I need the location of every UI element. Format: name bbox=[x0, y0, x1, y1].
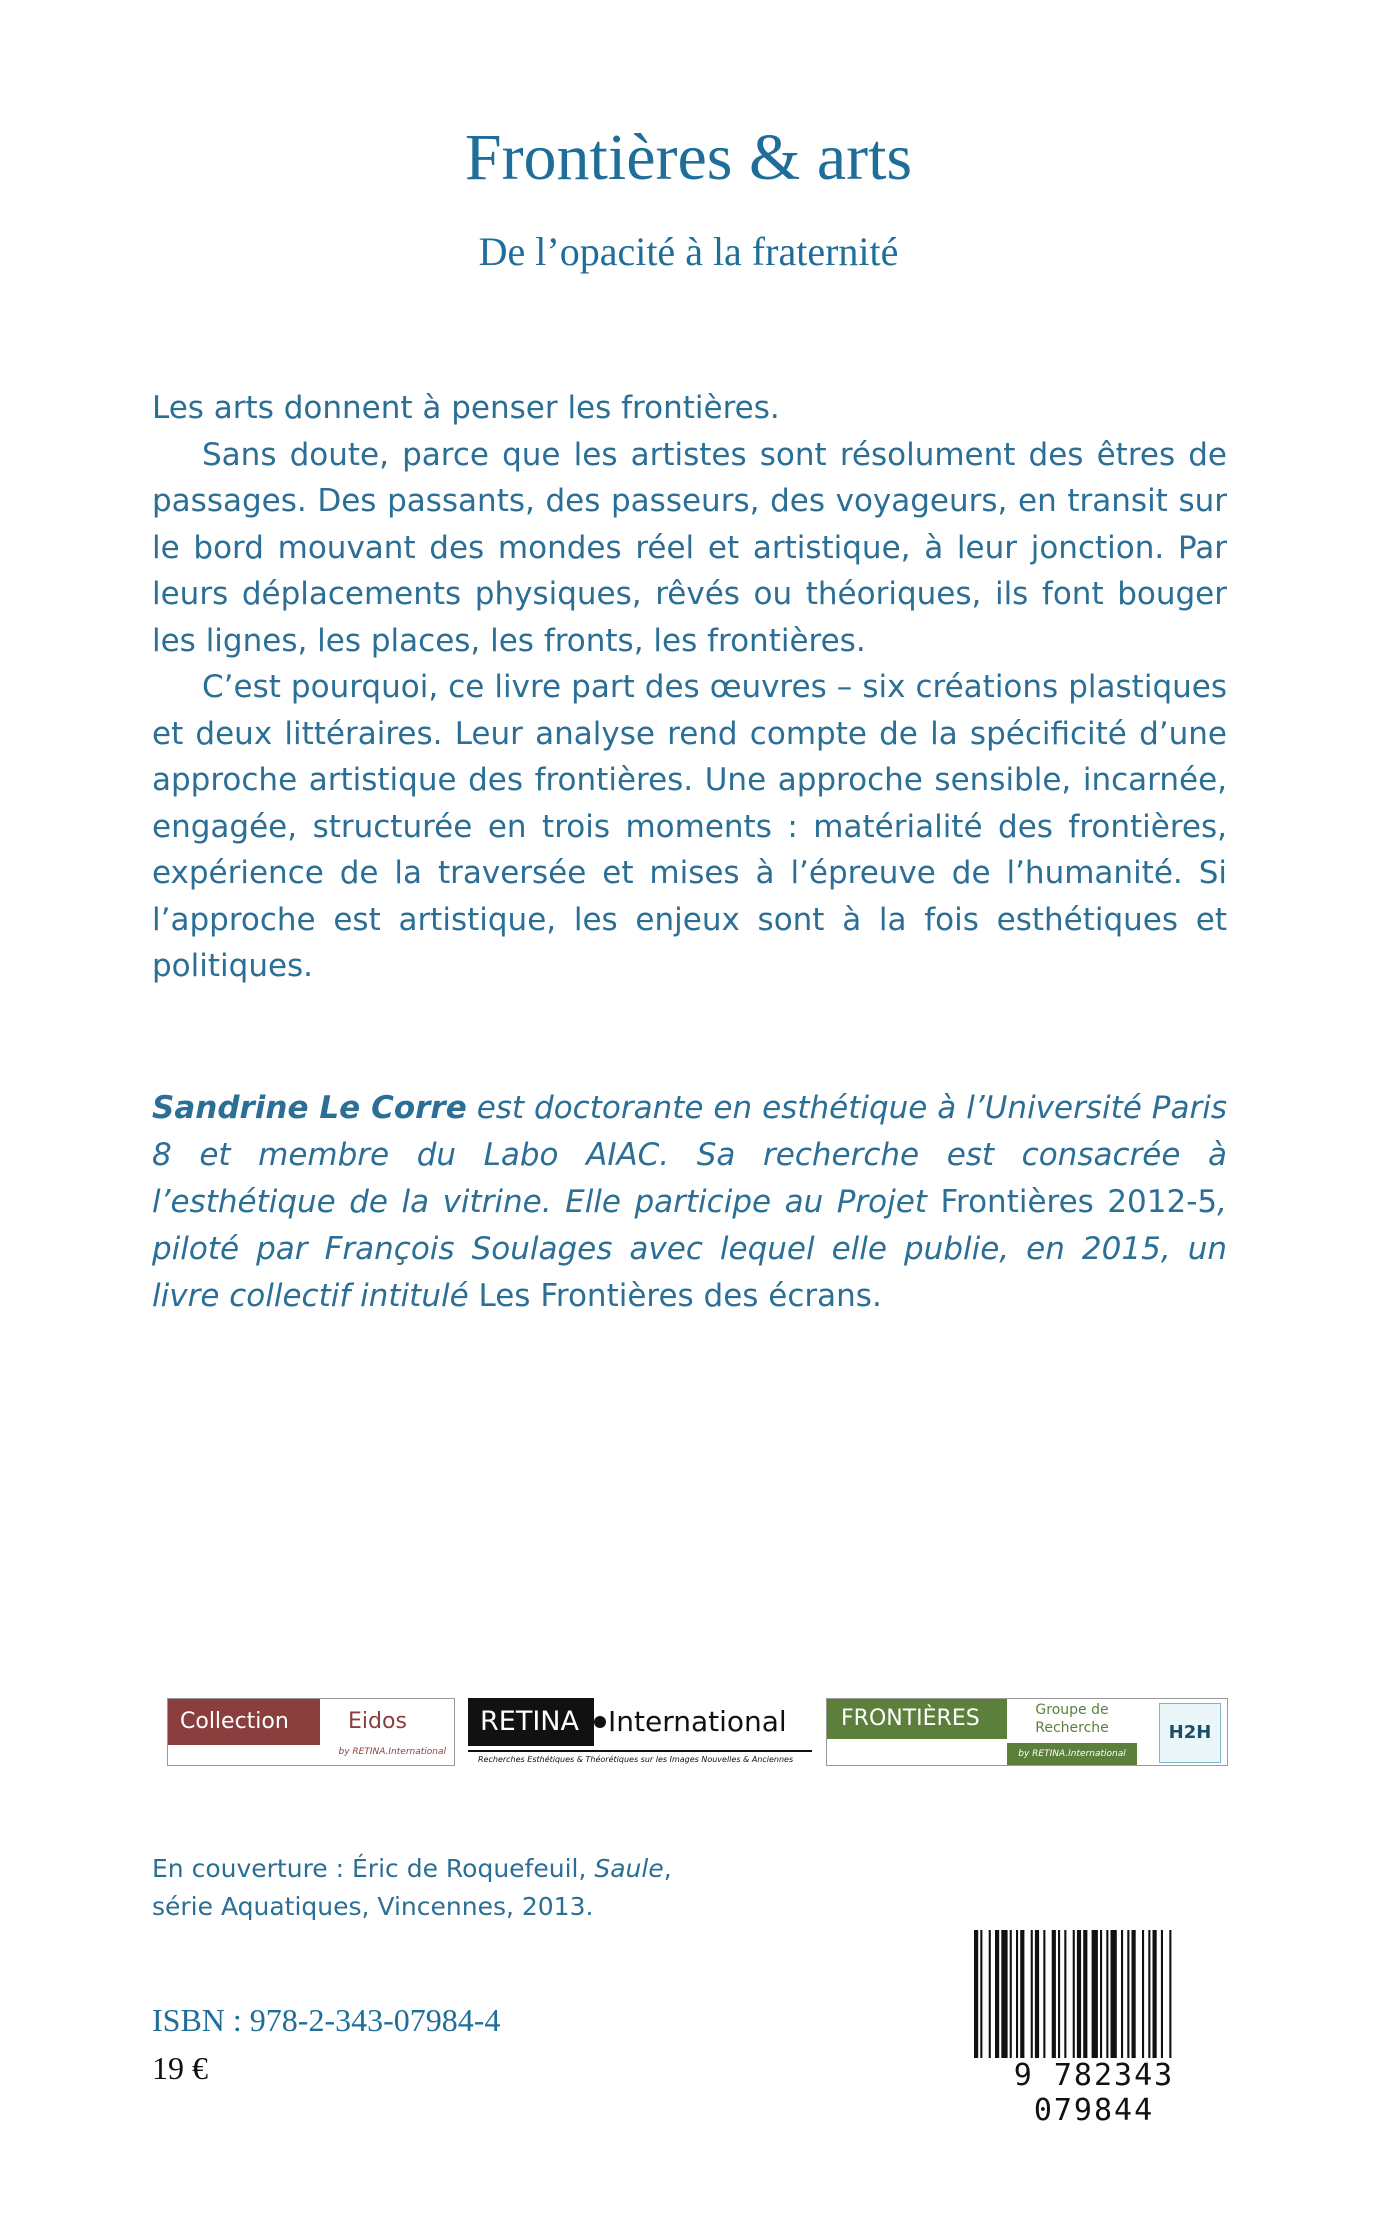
bio-book: Les Frontières des écrans. bbox=[468, 1278, 882, 1314]
publisher-logos bbox=[0, 1698, 1400, 1768]
author-name: Sandrine Le Corre bbox=[152, 1090, 467, 1126]
author-bio bbox=[152, 1085, 1227, 1320]
retina-logo-international: International bbox=[608, 1705, 787, 1738]
bio-text-2: , piloté par François Soulages avec lequel elle publie, en 2015, un livre collectif bbox=[152, 1184, 1227, 1314]
barcode-number: 9 782343 079844 bbox=[960, 2058, 1228, 2128]
cover-credit-series: série Aquatiques, Vincennes, 2013. bbox=[152, 1892, 594, 1921]
cover-credit-work: Saule bbox=[594, 1854, 664, 1883]
barcode-bar bbox=[1148, 1930, 1150, 2060]
barcode-bar bbox=[1001, 1930, 1007, 2060]
barcode-bar bbox=[1127, 1930, 1129, 2060]
barcode-bar bbox=[1020, 1930, 1024, 2060]
barcode bbox=[960, 1930, 1228, 2128]
retina-logo-subtitle: Recherches Esthétiques & Théorétiques sur les Images Nouvelles & Anciennes bbox=[468, 1750, 812, 1764]
book-title: Frontières & arts bbox=[464, 121, 913, 194]
price: 19 € bbox=[152, 2050, 208, 2086]
frontieres-logo-group: Groupe de Recherche bbox=[1035, 1702, 1109, 1736]
barcode-bar bbox=[1169, 1930, 1171, 2060]
barcode-bar bbox=[1106, 1930, 1108, 2060]
blurb bbox=[152, 385, 1227, 990]
barcode-bar bbox=[1052, 1930, 1056, 2060]
cover-credit-prefix: En couverture : Éric de Roquefeuil, bbox=[152, 1854, 595, 1883]
blurb-paragraph-2: Sans doute, parce que les artistes sont résolument des êtres de passages. Des passants, des passeurs, des voyageurs, en transit sur le bord mouvant des mondes réel et artistique, à leur jonction. Par leurs déplacements physiques, rêvés ou théoriques, ils font bouger les lignes, les places, les fronts, les frontières. bbox=[152, 436, 1227, 659]
barcode-bar bbox=[1010, 1930, 1012, 2060]
book-subtitle: De l’opacité à la fraternité bbox=[478, 229, 899, 274]
eidos-logo-left: Collection bbox=[168, 1699, 320, 1745]
frontieres-logo bbox=[826, 1698, 1228, 1766]
eidos-logo-byline: by RETINA.International bbox=[338, 1747, 446, 1757]
frontieres-logo-byline: by RETINA.International bbox=[1007, 1743, 1137, 1765]
barcode-bar bbox=[974, 1930, 978, 2060]
barcode-bar bbox=[1132, 1930, 1136, 2060]
barcode-bar bbox=[1121, 1930, 1123, 2060]
barcode-bar bbox=[1043, 1930, 1045, 2060]
barcode-bar bbox=[1161, 1930, 1163, 2060]
barcode-bar bbox=[1100, 1930, 1102, 2060]
retina-dot-icon bbox=[594, 1716, 606, 1728]
barcode-bar bbox=[1035, 1930, 1039, 2060]
barcode-bar bbox=[1092, 1930, 1098, 2060]
h2h-logo-icon: H2H bbox=[1159, 1703, 1221, 1763]
barcode-bars bbox=[960, 1930, 1228, 2060]
barcode-bar bbox=[989, 1930, 991, 2060]
cover-credit: En couverture : Éric de Roquefeuil, Saule, série Aquatiques, Vincennes, 2013. bbox=[152, 1854, 672, 1921]
blurb-paragraph-3: C’est pourquoi, ce livre part des œuvres – six créations plastiques et deux littéraires. Leur analyse rend compte de la spécificité d’une approche artistique des frontières. Une approche sensible, incarnée, engagée, structurée en trois moments : matérialité des frontières, expérience de la traversée et mises à l’épreuve de l’humanité. Si l’approche est artistique, les enjeux sont à la fois esthétiques et politiques. bbox=[152, 669, 1227, 984]
retina-logo-box: RETINA bbox=[468, 1698, 594, 1746]
bio-intitule: intitulé bbox=[360, 1278, 469, 1314]
barcode-bar bbox=[980, 1930, 982, 2060]
barcode-bar bbox=[1058, 1930, 1060, 2060]
isbn: ISBN : 978-2-343-07984-4 bbox=[152, 2002, 501, 2038]
barcode-bar bbox=[1083, 1930, 1087, 2060]
barcode-bar bbox=[1031, 1930, 1033, 2060]
bio-project: Frontières 2012-5 bbox=[940, 1184, 1218, 1220]
barcode-bar bbox=[1153, 1930, 1157, 2060]
barcode-bar bbox=[1016, 1930, 1018, 2060]
retina-international-logo bbox=[468, 1698, 812, 1766]
eidos-logo-right: Eidos bbox=[320, 1699, 454, 1745]
barcode-bar bbox=[1073, 1930, 1075, 2060]
barcode-bar bbox=[1111, 1930, 1117, 2060]
blurb-paragraph-1: Les arts donnent à penser les frontières. bbox=[152, 390, 780, 426]
frontieres-logo-left: FRONTIÈRES bbox=[827, 1699, 1007, 1739]
barcode-bar bbox=[995, 1930, 999, 2060]
barcode-bar bbox=[1142, 1930, 1144, 2060]
collection-eidos-logo bbox=[167, 1698, 455, 1766]
barcode-bar bbox=[1077, 1930, 1081, 2060]
bio-text-1: est doctorante en esthétique à l’Université Paris 8 et membre du Labo AIAC. Sa recherche est consacrée à l’esthétique de la vitrine. Elle participe au Projet bbox=[152, 1090, 1227, 1220]
barcode-bar bbox=[1064, 1930, 1066, 2060]
